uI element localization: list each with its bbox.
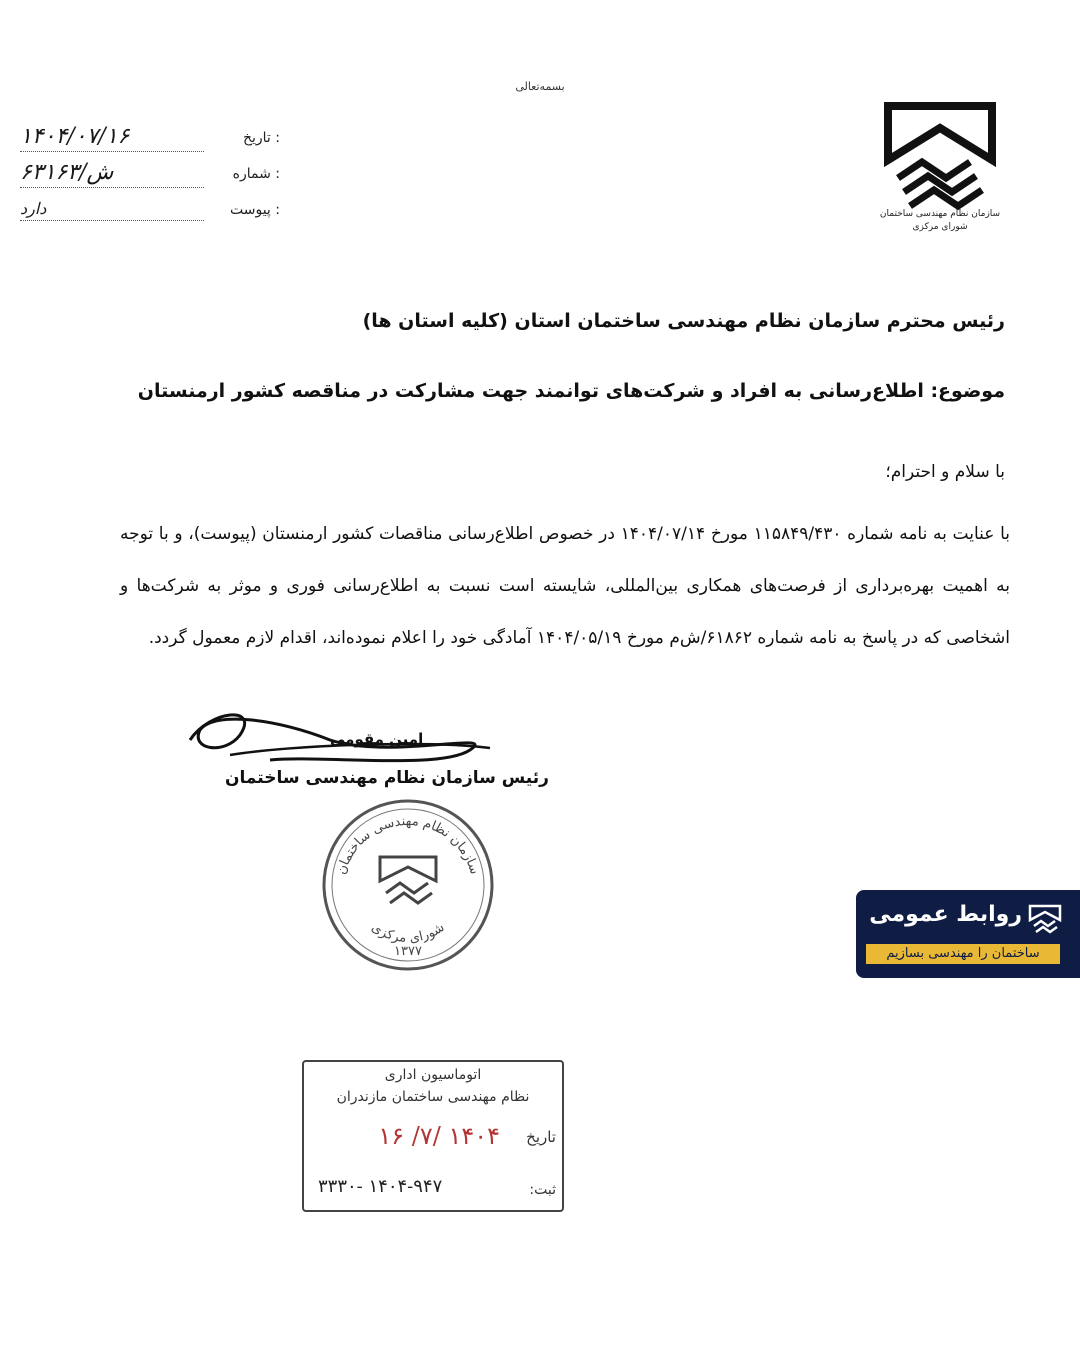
signer-name: امین مقومی xyxy=(330,730,424,748)
attachment-value: دارد xyxy=(20,199,204,221)
attachment-row xyxy=(20,192,280,228)
letter-meta xyxy=(20,120,280,228)
stamp-reg-label: ثبت: xyxy=(529,1182,556,1198)
stamp-date-value: ۱۴۰۴ /۷/ ۱۶ xyxy=(378,1122,500,1150)
seal-logo xyxy=(380,857,436,903)
stamp-line1: اتوماسیون اداری xyxy=(384,1067,482,1083)
logo-caption-line2: شورای مرکزی xyxy=(912,222,968,232)
attachment-label: پیوست : xyxy=(229,202,280,218)
date-label: تاریخ : xyxy=(242,130,280,146)
seal-year: ۱۳۷۷ xyxy=(394,944,422,959)
recipient: رئیس محترم سازمان نظام مهندسی ساختمان استان (کلیه استان ها) xyxy=(362,310,1005,332)
badge-subtitle: ساختمان را مهندسی بسازیم xyxy=(866,944,1060,964)
round-seal xyxy=(318,795,498,975)
number-value: ۶۳۱۶۳/ش xyxy=(20,160,204,188)
badge-title: روابط عمومی xyxy=(869,902,1022,927)
logo-caption xyxy=(860,208,1020,234)
public-relations-badge xyxy=(856,890,1080,978)
stamp-line2: نظام مهندسی ساختمان مازندران xyxy=(336,1089,530,1105)
number-label: شماره : xyxy=(232,166,280,182)
number-row xyxy=(20,156,280,192)
stamp-reg-value: ۱۴۰۴-۹۴۷ -۳۳۳۰ xyxy=(318,1176,443,1197)
logo-caption-line1: سازمان نظام مهندسی ساختمان xyxy=(879,209,1001,219)
seal-text-bottom: شورای مرکزی xyxy=(368,919,448,946)
date-row xyxy=(20,120,280,156)
basmala: بسمه‌تعالی xyxy=(515,80,565,93)
building-logo-icon xyxy=(1028,904,1062,934)
seal-text-top: سازمان نظام مهندسی ساختمان xyxy=(334,813,482,877)
subject: موضوع: اطلاع‌رسانی به افراد و شرکت‌های توانمند جهت مشارکت در مناقصه کشور ارمنستان xyxy=(137,380,1005,402)
office-automation-stamp xyxy=(302,1060,564,1212)
greeting: با سلام و احترام؛ xyxy=(885,462,1005,482)
stamp-date-label: تاریخ xyxy=(526,1128,556,1146)
signer-title: رئیس سازمان نظام مهندسی ساختمان xyxy=(225,768,549,788)
letter-body: با عنایت به نامه شماره ۱۱۵۸۴۹/۴۳۰ مورخ ۱۴۰۴/۰۷/۱۴ در خصوص اطلاع‌رسانی مناقصات کشور ارمنستان (پیوست)، و با توجه به اهمیت بهره‌برداری از فرصت‌های همکاری بین‌المللی، شایسته است نسبت به اطلاع‌رسانی فوری و موثر به شرکت‌ها و اشخاصی که در پاسخ به نامه شماره ۶۱۸۶۲/ش‌م مورخ ۱۴۰۴/۰۵/۱۹ آمادگی خود را اعلام نموده‌اند، اقدام لازم معمول گردد. xyxy=(120,524,1010,648)
date-value: ۱۴۰۴/۰۷/۱۶ xyxy=(20,124,204,152)
